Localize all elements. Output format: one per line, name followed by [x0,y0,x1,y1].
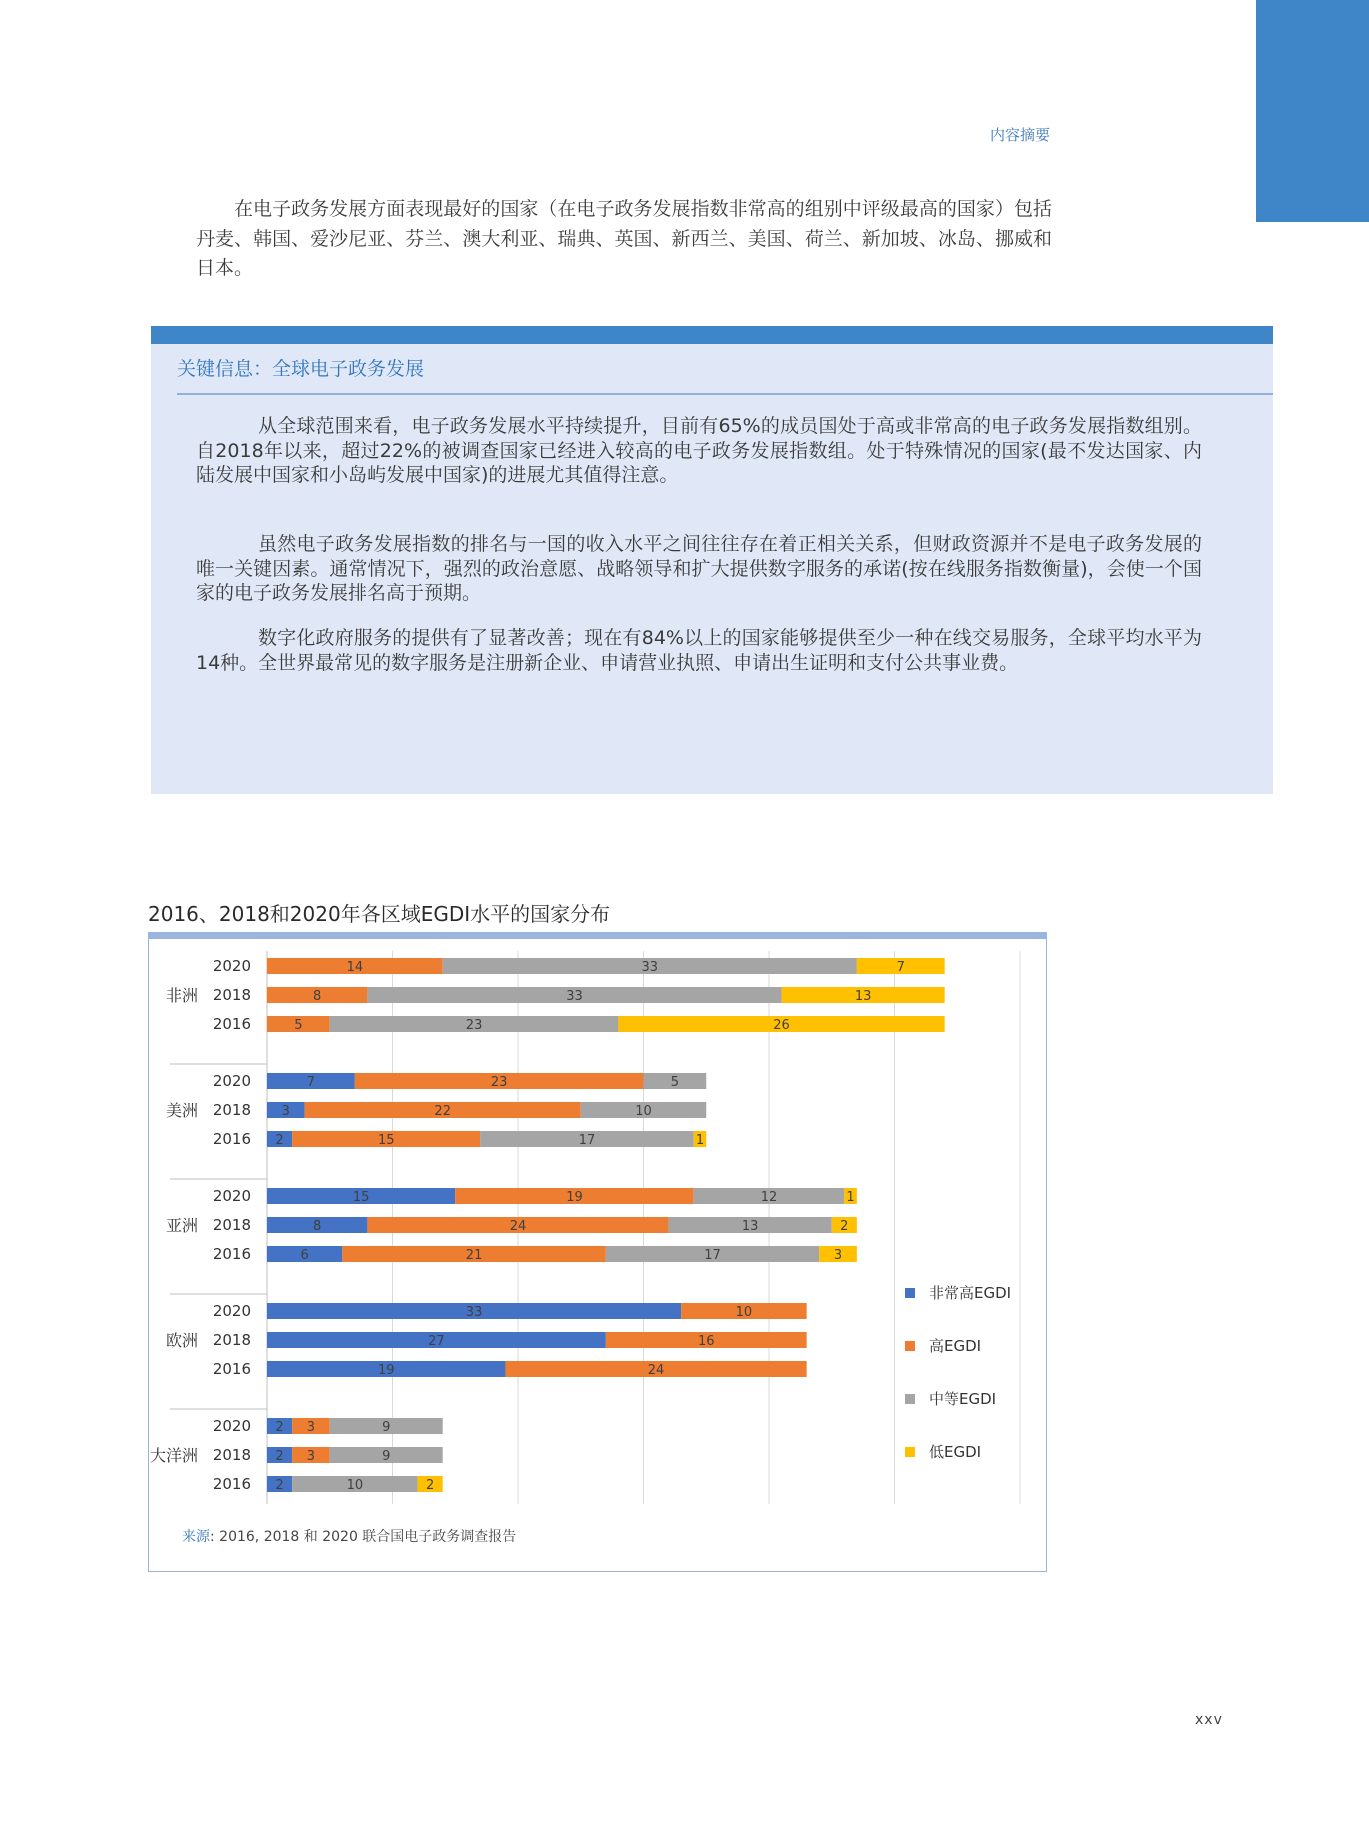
data-label: 6 [300,1248,309,1263]
data-label: 7 [306,1075,316,1090]
data-label: 10 [735,1305,753,1320]
region-label: 非洲 [165,986,198,1005]
chart-source [182,1526,516,1546]
corner-color-tab [1256,0,1369,222]
year-tick-label: 2018 [212,986,251,1004]
year-tick-label: 2020 [212,1187,251,1205]
key-box-title: 关键信息：全球电子政务发展 [177,358,425,380]
stacked-bar-chart [148,939,1047,1519]
year-tick-label: 2016 [212,1130,251,1148]
year-tick-label: 2020 [212,1072,251,1090]
legend-swatch [905,1394,915,1404]
data-label: 23 [465,1018,483,1033]
data-label: 10 [346,1478,364,1493]
data-label: 10 [635,1104,652,1119]
legend-label: 低EGDI [929,1443,982,1461]
data-label: 2 [275,1478,284,1493]
data-label: 23 [490,1075,508,1090]
year-tick-label: 2018 [212,1101,251,1119]
data-label: 24 [647,1363,665,1378]
region-label: 亚洲 [165,1216,198,1235]
key-message-box [151,326,1273,794]
source-text: : 2016, 2018 和 2020 联合国电子政务调查报告 [210,1529,517,1545]
key-paragraph-3: 数字化政府服务的提供有了显著改善；现在有84%以上的国家能够提供至少一种在线交易服务，全球平均水平为14种。全世界最常见的数字服务是注册新企业、申请营业执照、申请出生证明和支付公共事业费。 [196,627,1202,674]
data-label: 27 [428,1334,445,1349]
data-label: 13 [854,989,872,1004]
data-label: 3 [281,1104,290,1119]
data-label: 15 [377,1133,395,1148]
key-box-top-bar [151,326,1273,344]
region-label: 美洲 [165,1101,198,1120]
data-label: 1 [846,1190,855,1205]
intro-paragraph: 在电子政务发展方面表现最好的国家（在电子政务发展指数非常高的组别中评级最高的国家）包括丹麦、韩国、爱沙尼亚、芬兰、澳大利亚、瑞典、英国、新西兰、美国、荷兰、新加坡、冰岛、挪威和日本。 [196,198,1052,279]
year-tick-label: 2020 [212,1417,251,1435]
year-tick-label: 2016 [212,1245,251,1263]
data-label: 33 [566,989,583,1004]
data-label: 22 [434,1104,451,1119]
data-label: 3 [833,1248,843,1263]
year-tick-label: 2018 [212,1446,251,1464]
data-label: 3 [306,1420,316,1435]
data-label: 26 [773,1018,790,1033]
data-label: 8 [313,989,322,1004]
data-label: 33 [465,1305,483,1320]
data-label: 19 [566,1190,583,1205]
data-label: 5 [670,1075,680,1090]
data-label: 13 [741,1219,759,1234]
data-label: 9 [382,1449,391,1464]
data-label: 21 [465,1248,483,1263]
data-label: 1 [695,1133,705,1148]
legend-label: 中等EGDI [929,1390,997,1408]
region-label: 大洋洲 [149,1446,198,1465]
section-label: 内容摘要 [989,126,1050,144]
data-label: 2 [275,1420,284,1435]
key-paragraph-2: 虽然电子政务发展指数的排名与一国的收入水平之间往往存在着正相关关系，但财政资源并不是电子政务发展的唯一关键因素。通常情况下，强烈的政治意愿、战略领导和扩大提供数字服务的承诺(按在线服务指数衡量)，会使一个国家的电子政务发展排名高于预期。 [196,533,1202,604]
data-label: 17 [704,1248,721,1263]
year-tick-label: 2016 [212,1360,251,1378]
data-label: 24 [509,1219,527,1234]
legend-swatch [905,1447,915,1457]
legend-swatch [905,1341,915,1351]
data-label: 33 [641,960,659,975]
chart-title: 2016、2018和2020年各区域EGDI水平的国家分布 [148,902,611,926]
legend-label: 非常高EGDI [929,1284,1012,1302]
data-label: 3 [306,1449,316,1464]
data-label: 2 [840,1219,849,1234]
data-label: 9 [382,1420,391,1435]
data-label: 2 [275,1449,284,1464]
data-label: 16 [697,1334,715,1349]
data-label: 17 [578,1133,596,1148]
data-label: 15 [352,1190,370,1205]
year-tick-label: 2018 [212,1216,251,1234]
data-label: 2 [275,1133,284,1148]
data-label: 7 [896,960,905,975]
chart-frame-top-bar [148,932,1047,939]
year-tick-label: 2020 [212,957,251,975]
region-label: 欧洲 [165,1331,198,1350]
key-box-divider [177,393,1273,395]
year-tick-label: 2018 [212,1331,251,1349]
data-label: 12 [760,1190,778,1205]
data-label: 2 [426,1478,435,1493]
source-label: 来源 [182,1529,210,1545]
year-tick-label: 2020 [212,1302,251,1320]
data-label: 8 [313,1219,322,1234]
page-number: xxv [1195,1712,1223,1728]
year-tick-label: 2016 [212,1475,251,1493]
legend-swatch [905,1288,915,1298]
data-label: 19 [377,1363,395,1378]
data-label: 5 [294,1018,303,1033]
data-label: 14 [346,960,364,975]
year-tick-label: 2016 [212,1015,251,1033]
key-paragraph-1: 从全球范围来看，电子政务发展水平持续提升，目前有65%的成员国处于高或非常高的电子政务发展指数组别。自2018年以来，超过22%的被调查国家已经进入较高的电子政务发展指数组。处于特殊情况的国家(最不发达国家、内陆发展中国家和小岛屿发展中国家)的进展尤其值得注意。 [196,415,1202,486]
legend-label: 高EGDI [929,1337,982,1355]
